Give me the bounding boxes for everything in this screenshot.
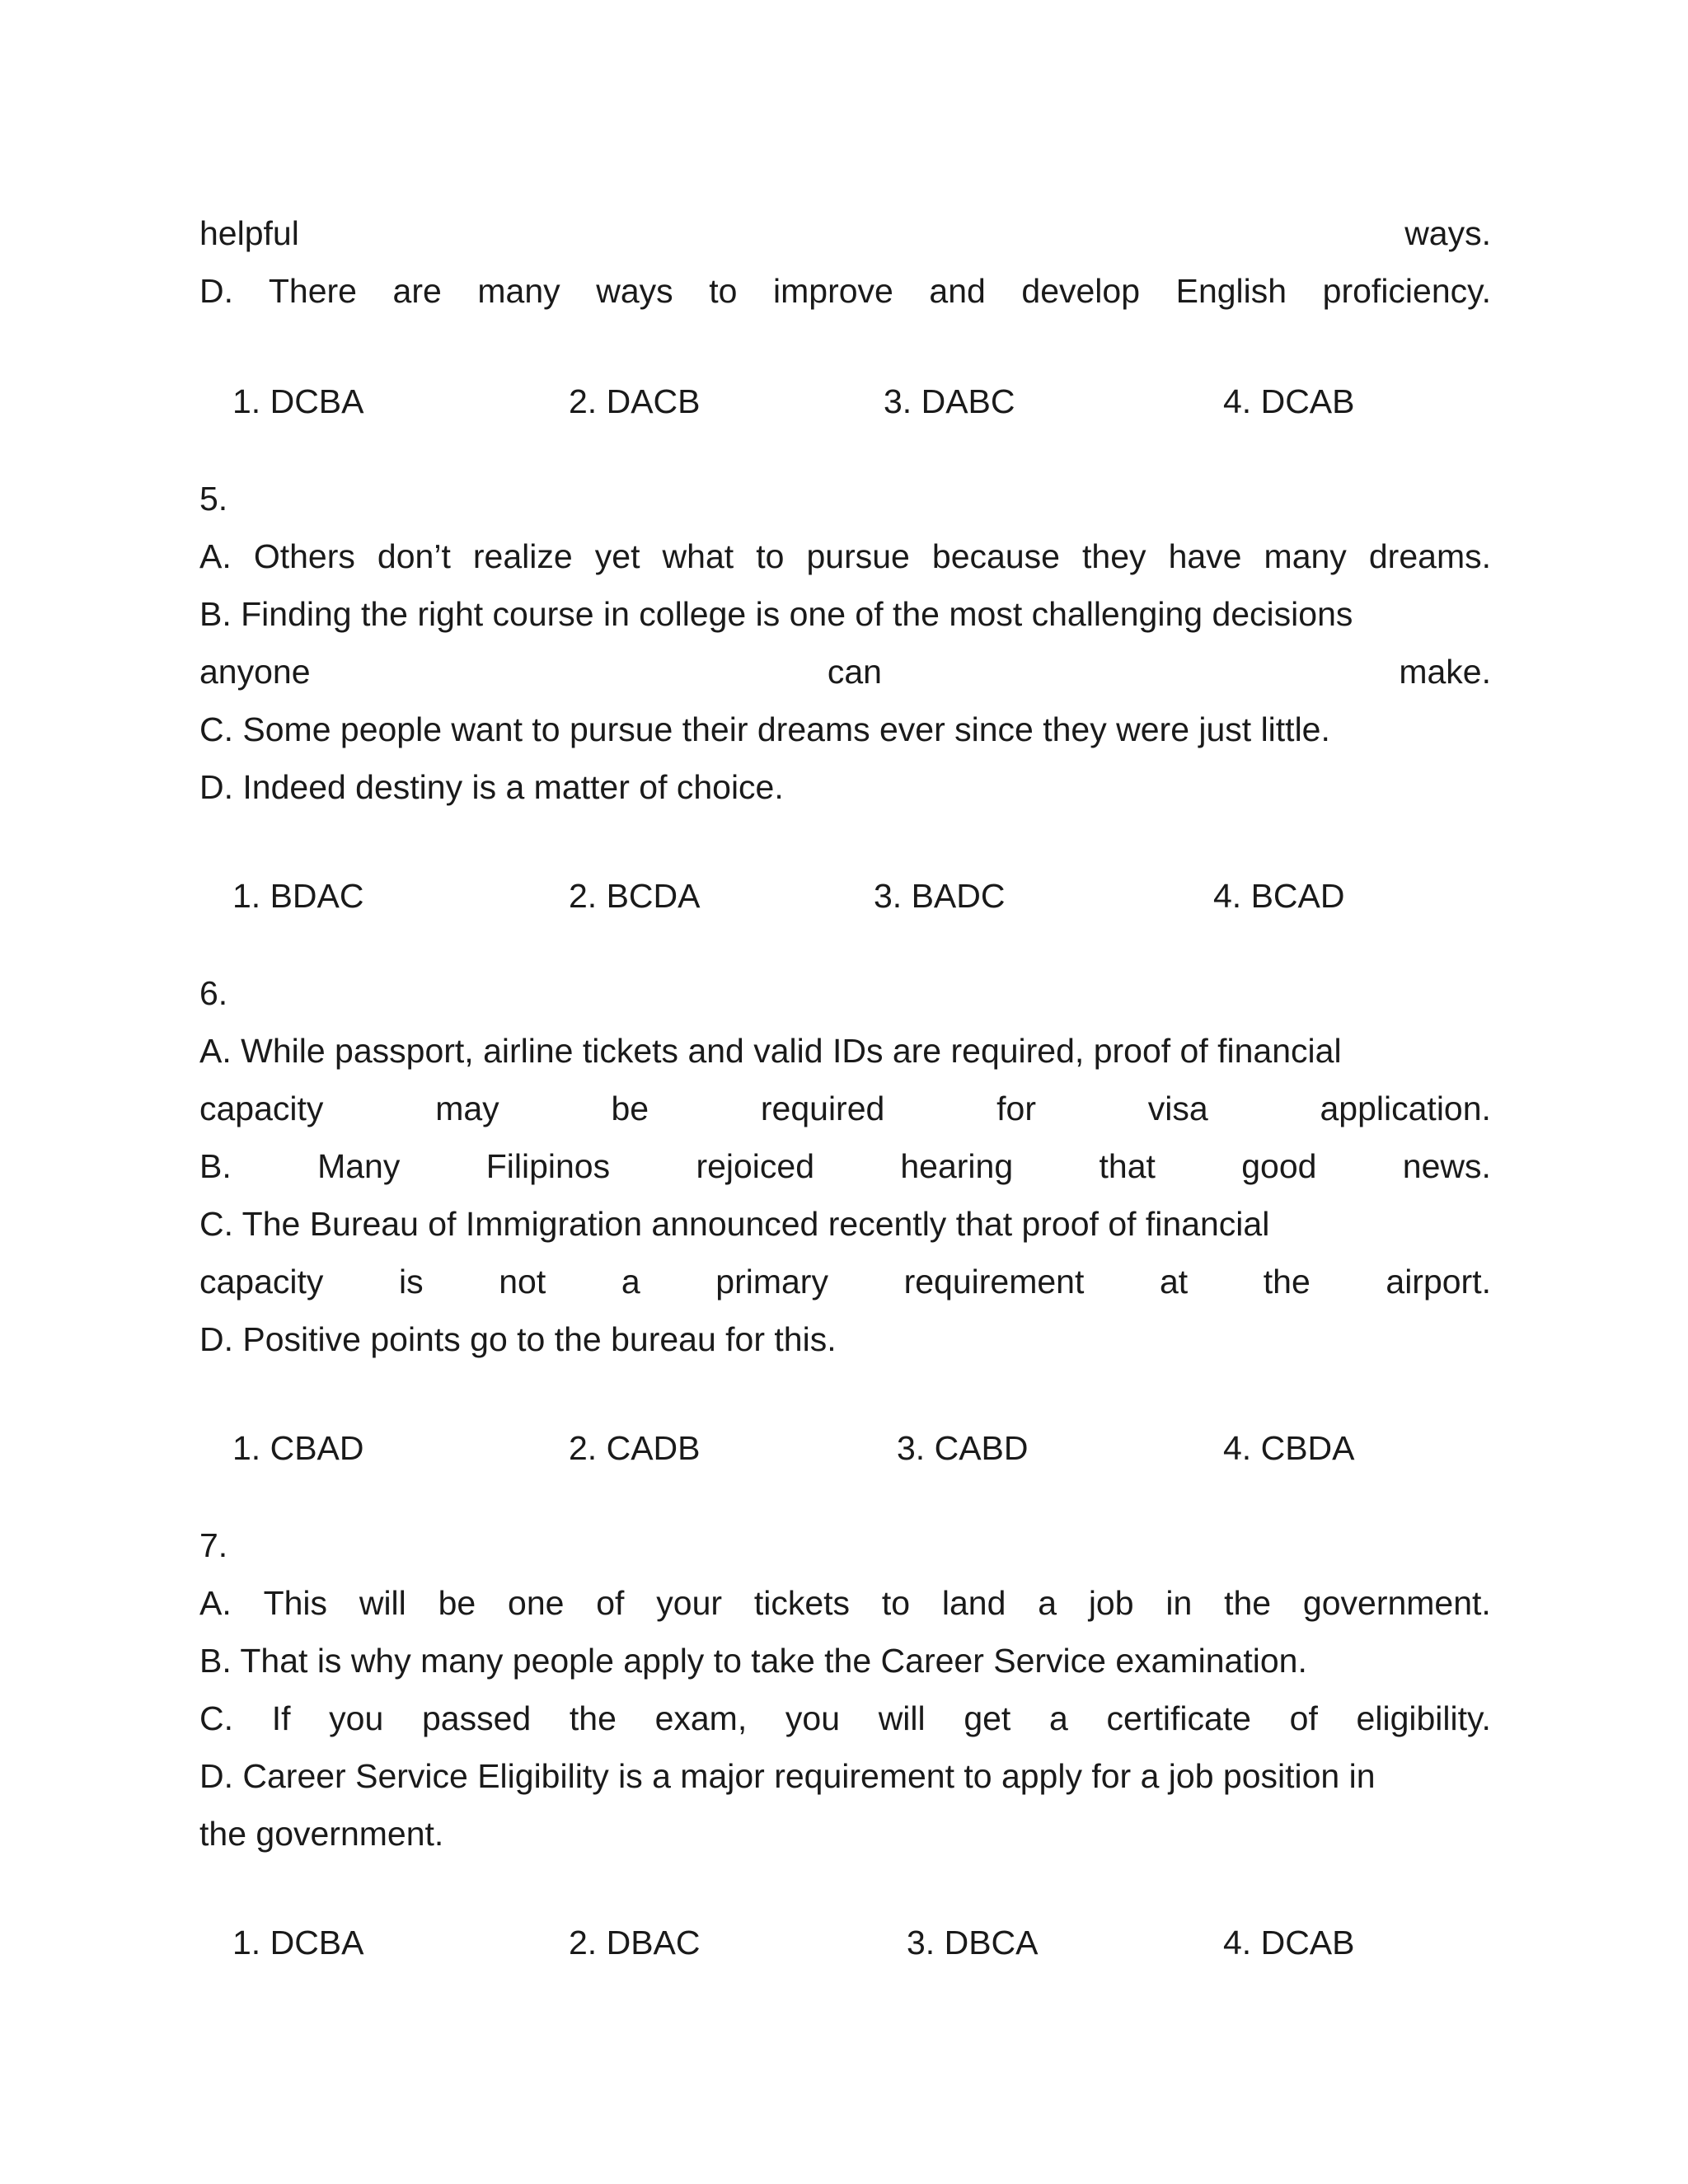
- word: visa: [1147, 1090, 1208, 1127]
- option-3: 3. DBCA: [907, 1924, 1039, 1961]
- word: is: [399, 1263, 424, 1301]
- option-2: 2. DBAC: [569, 1924, 701, 1961]
- word: get: [964, 1699, 1011, 1737]
- q5-options: [199, 867, 1491, 925]
- word: you: [329, 1699, 384, 1737]
- word: news.: [1402, 1147, 1491, 1185]
- q7-sentence-d: D. Career Service Eligibility is a major requirement to apply for a job position in: [199, 1757, 1376, 1795]
- word: A.: [199, 1584, 232, 1622]
- word: the: [1224, 1584, 1272, 1622]
- word: passed: [421, 1699, 532, 1737]
- word: good: [1241, 1147, 1317, 1185]
- word: This: [263, 1584, 328, 1622]
- option-4: 4. BCAD: [1213, 877, 1345, 915]
- word: be: [611, 1090, 649, 1127]
- sentence-text: D. There are many ways to improve and develop English proficiency.: [199, 272, 1491, 310]
- word: tickets: [753, 1584, 851, 1622]
- option-4: 4. DCAB: [1223, 382, 1355, 420]
- word: requirement: [903, 1263, 1085, 1301]
- option-1: 1. BDAC: [232, 877, 364, 915]
- option-2: 2. BCDA: [569, 877, 701, 915]
- q7-sentence-c: [199, 1690, 1491, 1747]
- q6-sentence-b: [199, 1137, 1491, 1195]
- word: primary: [715, 1263, 828, 1301]
- q6-sentence-d: D. Positive points go to the bureau for this.: [199, 1320, 837, 1358]
- word: for: [996, 1090, 1036, 1127]
- word: land: [941, 1584, 1006, 1622]
- word: the: [569, 1699, 617, 1737]
- word: application.: [1320, 1090, 1491, 1127]
- word: eligibility.: [1356, 1699, 1491, 1737]
- option-4: 4. DCAB: [1223, 1924, 1355, 1961]
- word: a: [1049, 1699, 1068, 1737]
- q5-sentence-d: D. Indeed destiny is a matter of choice.: [199, 768, 784, 806]
- option-1: 1. DCBA: [232, 1924, 364, 1961]
- word: to: [881, 1584, 911, 1622]
- q5-number: 5.: [199, 480, 228, 518]
- word: make.: [1399, 653, 1491, 691]
- q4-sentence-d: [199, 262, 1491, 320]
- word: required: [760, 1090, 885, 1127]
- q7-sentence-b: B. That is why many people apply to take the Career Service examination.: [199, 1642, 1307, 1680]
- option-4: 4. CBDA: [1223, 1429, 1355, 1467]
- q6-options: [199, 1419, 1491, 1477]
- word: Filipinos: [485, 1147, 611, 1185]
- q5-sentence-b: B. Finding the right course in college is one of the most challenging decisions: [199, 595, 1353, 633]
- word: government.: [1302, 1584, 1491, 1622]
- q7-options: [199, 1914, 1491, 1971]
- word: helpful: [199, 214, 299, 252]
- word: may: [435, 1090, 499, 1127]
- word: not: [499, 1263, 546, 1301]
- word: the: [1263, 1263, 1311, 1301]
- word: of: [1289, 1699, 1318, 1737]
- word: can: [827, 653, 882, 691]
- q7-sentence-d-cont: the government.: [199, 1815, 444, 1853]
- word: a: [1038, 1584, 1057, 1622]
- word: rejoiced: [696, 1147, 815, 1185]
- q7-sentence-a: [199, 1574, 1491, 1632]
- word: you: [785, 1699, 841, 1737]
- word: hearing: [900, 1147, 1014, 1185]
- option-3: 3. DABC: [884, 382, 1015, 420]
- option-1: 1. DCBA: [232, 382, 364, 420]
- word: of: [596, 1584, 625, 1622]
- word: one: [508, 1584, 565, 1622]
- word: your: [656, 1584, 723, 1622]
- q6-sentence-c-cont: [199, 1253, 1491, 1310]
- word: will: [878, 1699, 926, 1737]
- word: certificate: [1106, 1699, 1251, 1737]
- option-3: 3. BADC: [874, 877, 1006, 915]
- word: If: [271, 1699, 291, 1737]
- q5-sentence-a: [199, 527, 1491, 585]
- word: job: [1088, 1584, 1134, 1622]
- option-2: 2. CADB: [569, 1429, 701, 1467]
- word: will: [359, 1584, 406, 1622]
- word: B.: [199, 1147, 232, 1185]
- q6-sentence-a: A. While passport, airline tickets and valid IDs are required, proof of financial: [199, 1032, 1342, 1070]
- q4-c-line-end: [199, 204, 1491, 262]
- q6-sentence-c: C. The Bureau of Immigration announced recently that proof of financial: [199, 1205, 1270, 1243]
- word: at: [1159, 1263, 1189, 1301]
- q6-sentence-a-cont: [199, 1080, 1491, 1137]
- word: that: [1099, 1147, 1156, 1185]
- option-2: 2. DACB: [569, 382, 701, 420]
- q6-number: 6.: [199, 974, 228, 1012]
- word: anyone: [199, 653, 311, 691]
- q4-options: [199, 373, 1491, 430]
- word: airport.: [1386, 1263, 1491, 1301]
- word: exam,: [654, 1699, 748, 1737]
- q5-sentence-c: C. Some people want to pursue their dreams ever since they were just little.: [199, 710, 1330, 748]
- word: C.: [199, 1699, 233, 1737]
- q5-sentence-b-cont: [199, 643, 1491, 701]
- option-1: 1. CBAD: [232, 1429, 364, 1467]
- word: ways.: [1404, 214, 1491, 252]
- word: a: [621, 1263, 640, 1301]
- word: in: [1165, 1584, 1193, 1622]
- word: be: [438, 1584, 476, 1622]
- word: capacity: [199, 1090, 324, 1127]
- word: Many: [317, 1147, 401, 1185]
- option-3: 3. CABD: [897, 1429, 1029, 1467]
- q7-number: 7.: [199, 1526, 228, 1564]
- sentence-text: A. Others don’t realize yet what to pursue because they have many dreams.: [199, 537, 1491, 575]
- word: capacity: [199, 1263, 324, 1301]
